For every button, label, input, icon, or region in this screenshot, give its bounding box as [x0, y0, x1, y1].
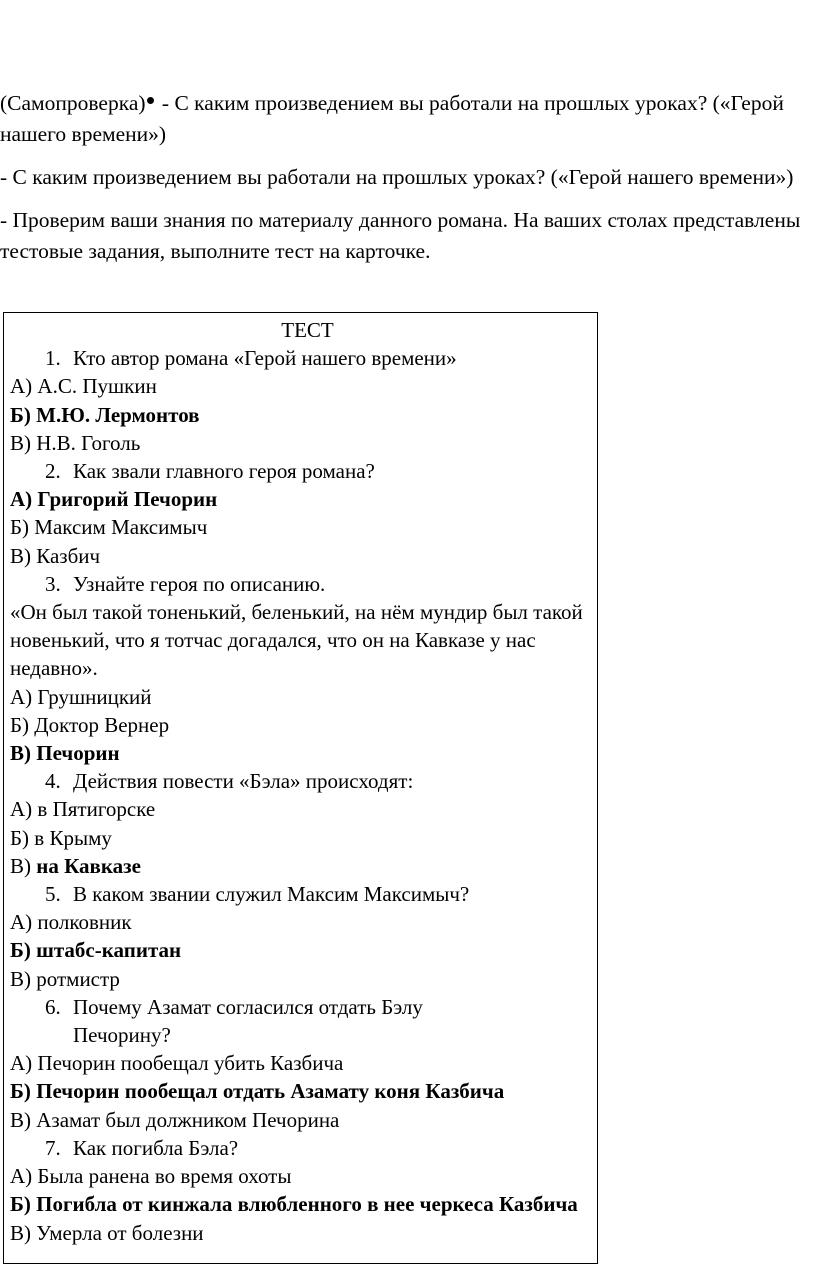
- question-5: [10, 880, 591, 908]
- bullet-icon: [147, 97, 154, 104]
- question-text: Кто автор романа «Герой нашего времени»: [73, 346, 457, 371]
- answer-option: Б) Максим Максимыч: [10, 515, 208, 540]
- question-quote: «Он был такой тоненький, беленький, на нём мундир был такой новенький, что я тотчас догадался, что он на Кавказе у нас недавно».: [10, 600, 583, 681]
- intro-paragraph-2: - С каким произведением вы работали на прошлых уроках? («Герой нашего времени»): [0, 165, 794, 189]
- question-text: Узнайте героя по описанию.: [73, 571, 326, 596]
- answer-option: В) Азамат был должником Печорина: [10, 1107, 340, 1132]
- answer-option-correct: А) Григорий Печорин: [10, 487, 218, 512]
- test-title: ТЕСТ: [281, 318, 334, 342]
- self-check-label: (Самопроверка): [0, 91, 146, 115]
- answer-option: Б) в Крыму: [10, 825, 112, 850]
- intro-paragraph-1-text: - С каким произведением вы работали на прошлых уроках? («Герой нашего времени»): [0, 91, 784, 146]
- answer-option-correct: Б) Печорин пообещал отдать Азамату коня Казбича: [10, 1079, 505, 1104]
- question-text: Почему Азамат согласился отдать Бэлу Печорину?: [73, 994, 423, 1048]
- answer-option: А) Грушницкий: [10, 684, 152, 709]
- answer-option-correct: Б) М.Ю. Лермонтов: [10, 402, 200, 427]
- question-7: [10, 1134, 591, 1162]
- answer-option: А) полковник: [10, 910, 132, 935]
- question-number: 1.: [45, 346, 61, 371]
- answer-letter: В): [10, 853, 37, 878]
- intro-paragraph-1: [0, 88, 810, 150]
- intro-paragraph-3: - Проверим ваши знания по материалу данного романа. На ваших столах представлены тестовые задания, выполните тест на карточке.: [0, 208, 801, 263]
- answer-option: А) А.С. Пушкин: [10, 374, 157, 399]
- question-number: 6.: [45, 994, 61, 1019]
- answer-option-correct: [10, 852, 591, 880]
- answer-option: А) Печорин пообещал убить Казбича: [10, 1051, 344, 1076]
- question-3: [10, 570, 591, 598]
- question-number: 4.: [45, 769, 61, 794]
- answer-option-correct: Б) штабс-капитан: [10, 938, 182, 963]
- question-text: Как звали главного героя романа?: [73, 459, 375, 484]
- question-text: Действия повести «Бэла» происходят:: [73, 769, 414, 794]
- question-number: 5.: [45, 882, 61, 907]
- question-4: [10, 767, 591, 795]
- intro-text: [0, 88, 810, 279]
- answer-option: Б) Доктор Вернер: [10, 712, 170, 737]
- answer-option: А) в Пятигорске: [10, 797, 156, 822]
- test-card: [3, 312, 598, 1264]
- answer-option: В) Казбич: [10, 543, 101, 568]
- question-6: [10, 993, 591, 1049]
- answer-option: В) Умерла от болезни: [10, 1220, 204, 1245]
- question-text: В каком звании служил Максим Максимыч?: [73, 882, 470, 907]
- answer-option: В) Н.В. Гоголь: [10, 430, 141, 455]
- answer-option-correct: Б) Погибла от кинжала влюбленного в нее черкеса Казбича: [10, 1192, 578, 1217]
- answer-option: А) Была ранена во время охоты: [10, 1164, 292, 1189]
- question-2: [10, 457, 591, 485]
- question-text: Как погибла Бэла?: [73, 1135, 239, 1160]
- answer-option: В) ротмистр: [10, 966, 120, 991]
- answer-correct-text: на Кавказе: [36, 853, 141, 878]
- question-number: 7.: [45, 1135, 61, 1160]
- question-1: [10, 344, 591, 372]
- question-number: 2.: [45, 459, 61, 484]
- question-number: 3.: [45, 571, 61, 596]
- answer-option-correct: В) Печорин: [10, 741, 120, 766]
